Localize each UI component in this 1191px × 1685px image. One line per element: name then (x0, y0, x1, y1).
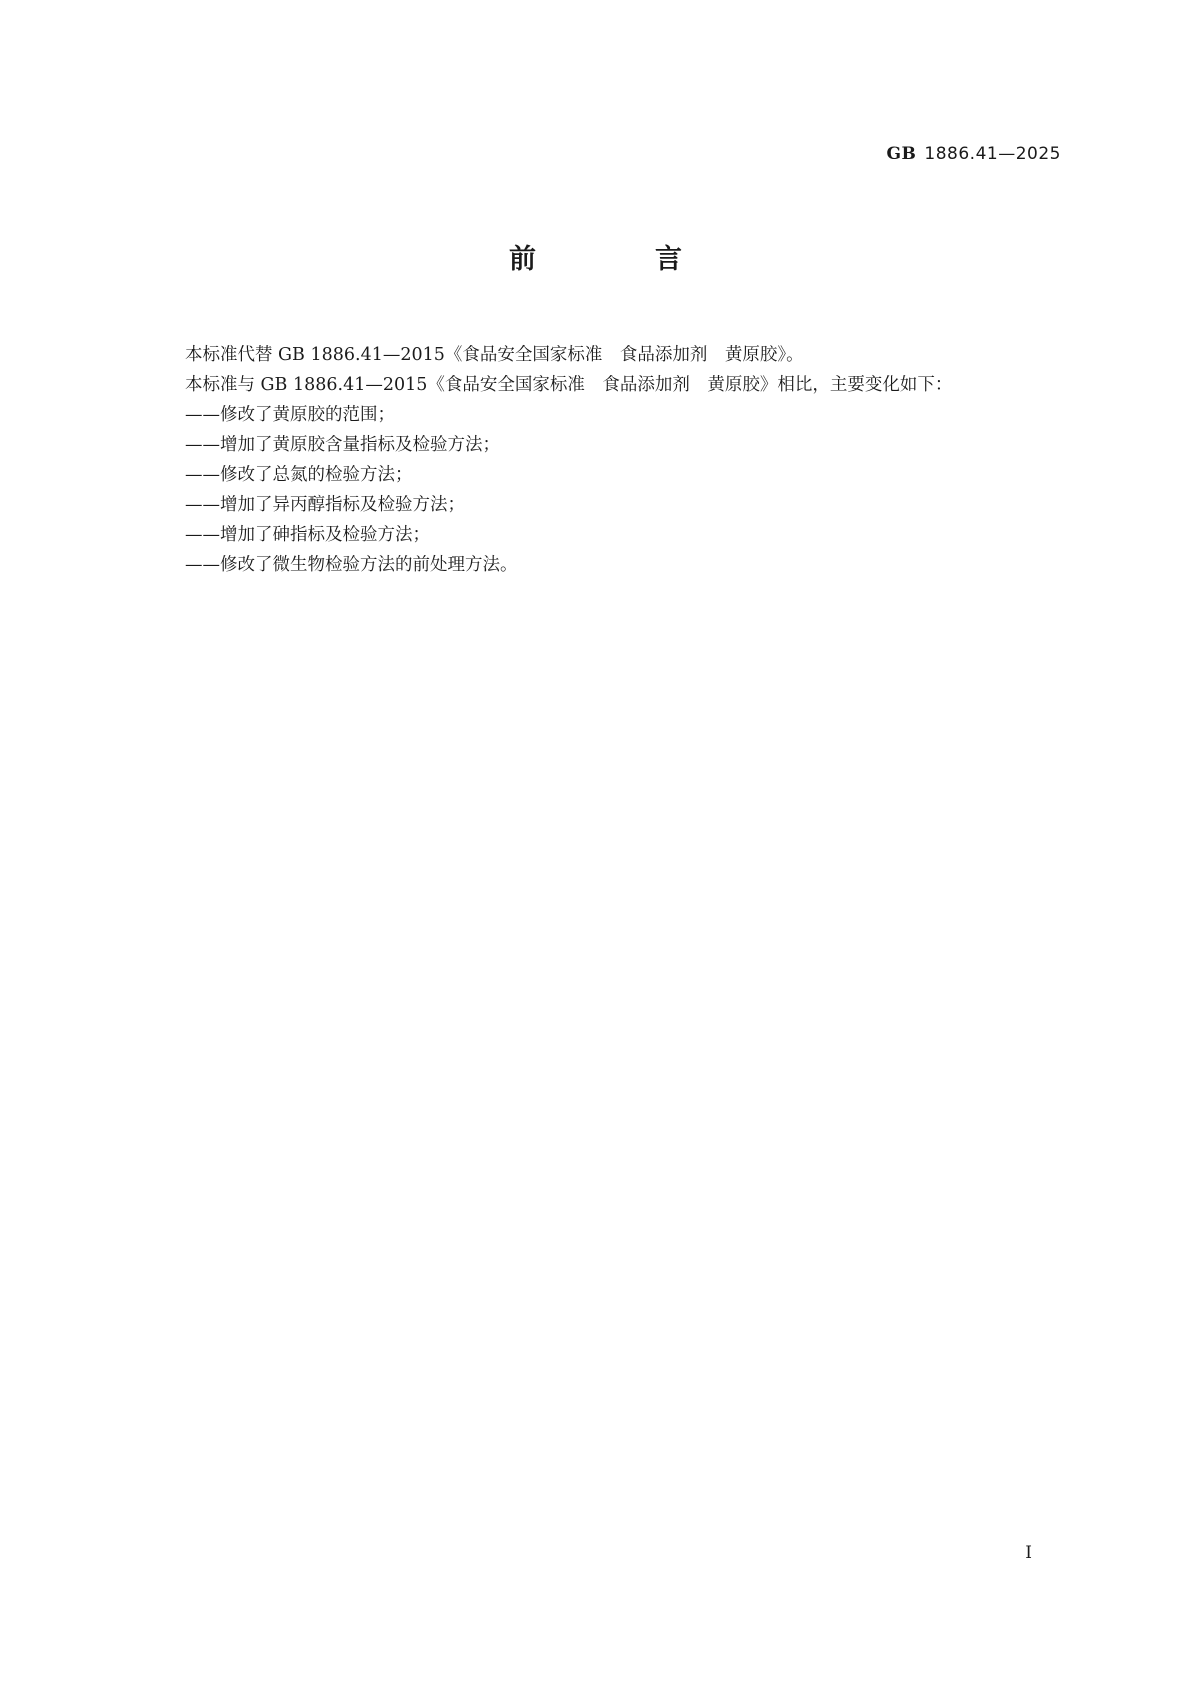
page-title: 前 言 (509, 244, 728, 275)
page-number: I (1025, 1543, 1032, 1563)
change-item: ——增加了砷指标及检验方法； (185, 525, 430, 545)
foreword-body (185, 340, 1045, 580)
paragraph-changes-intro: 本标准与 GB 1886.41—2015《食品安全国家标准 食品添加剂 黄原胶》相比，主要变化如下： (185, 375, 953, 395)
change-item: ——修改了黄原胶的范围； (185, 405, 395, 425)
paragraph-replacement-statement: 本标准代替 GB 1886.41—2015《食品安全国家标准 食品添加剂 黄原胶》。 (185, 345, 804, 365)
change-item: ——修改了总氮的检验方法； (185, 465, 413, 485)
standard-number: 1886.41—2025 (924, 144, 1061, 164)
change-item: ——增加了异丙醇指标及检验方法； (185, 495, 465, 515)
change-item: ——增加了黄原胶含量指标及检验方法； (185, 435, 500, 455)
change-item: ——修改了微生物检验方法的前处理方法。 (185, 555, 518, 575)
standard-code (887, 142, 1061, 166)
standard-prefix: GB (886, 144, 917, 164)
